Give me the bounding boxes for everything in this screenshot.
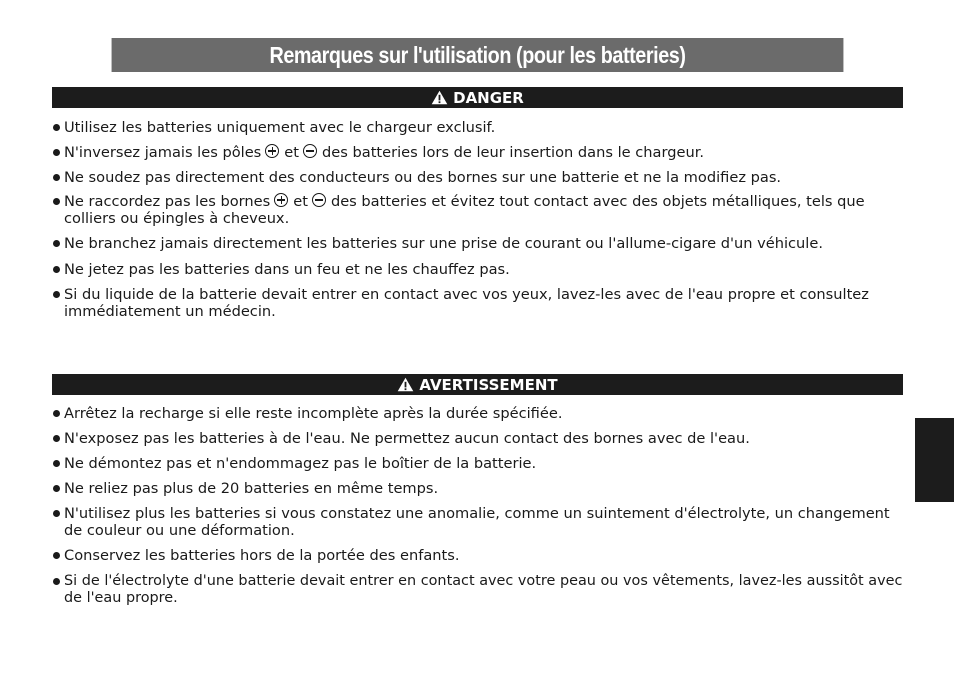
warning-triangle-icon xyxy=(397,377,414,392)
list-item: N'inversez jamais les pôles et des batteries lors de leur insertion dans le chargeur. xyxy=(52,144,704,161)
list-item: Ne raccordez pas les bornes et des batteries et évitez tout contact avec des objets métalliques, tels que colliers ou épingles à cheveux. xyxy=(52,193,865,227)
bullet-icon xyxy=(52,119,64,136)
bullet-icon xyxy=(52,573,64,590)
list-item: Ne soudez pas directement des conducteurs ou des bornes sur une batterie et ne la modifiez pas. xyxy=(52,169,781,186)
list-item: N'exposez pas les batteries à de l'eau. Ne permettez aucun contact des bornes avec de l'eau. xyxy=(52,430,750,447)
bullet-icon xyxy=(52,455,64,472)
list-item: Ne démontez pas et n'endommagez pas le boîtier de la batterie. xyxy=(52,455,536,472)
bullet-icon xyxy=(52,405,64,422)
avertissement-header-label: AVERTISSEMENT xyxy=(419,375,558,394)
list-item: Si de l'électrolyte d'une batterie devait entrer en contact avec votre peau ou vos vêtements, lavez-les aussitôt avec de l'eau propre. xyxy=(52,573,902,607)
bullet-icon xyxy=(52,193,64,210)
plus-pole-icon xyxy=(274,193,288,207)
list-item: N'utilisez plus les batteries si vous constatez une anomalie, comme un suintement d'électrolyte, un changement de couleur ou une déformation. xyxy=(52,505,890,539)
bullet-icon xyxy=(52,235,64,252)
list-item: Conservez les batteries hors de la portée des enfants. xyxy=(52,547,460,564)
list-item: Si du liquide de la batterie devait entrer en contact avec vos yeux, lavez-les avec de l'eau propre et consultez immédiatement un médecin. xyxy=(52,286,869,320)
bullet-icon xyxy=(52,261,64,278)
bullet-icon xyxy=(52,480,64,497)
bullet-icon xyxy=(52,505,64,522)
list-item: Arrêtez la recharge si elle reste incomplète après la durée spécifiée. xyxy=(52,405,562,422)
bullet-icon xyxy=(52,144,64,161)
bullet-icon xyxy=(52,547,64,564)
side-tab-marker xyxy=(915,418,954,502)
bullet-icon xyxy=(52,286,64,303)
bullet-icon xyxy=(52,430,64,447)
minus-pole-icon xyxy=(303,144,317,158)
warning-triangle-icon xyxy=(431,90,448,105)
danger-header-label: DANGER xyxy=(453,88,524,107)
list-item: Ne reliez pas plus de 20 batteries en même temps. xyxy=(52,480,438,497)
minus-pole-icon xyxy=(312,193,326,207)
page-title-bar xyxy=(112,38,844,72)
bullet-icon xyxy=(52,169,64,186)
page-title: Remarques sur l'utilisation (pour les batteries) xyxy=(269,41,686,68)
avertissement-header xyxy=(52,374,903,395)
list-item: Ne jetez pas les batteries dans un feu et ne les chauffez pas. xyxy=(52,261,510,278)
list-item: Utilisez les batteries uniquement avec le chargeur exclusif. xyxy=(52,119,495,136)
plus-pole-icon xyxy=(265,144,279,158)
danger-header xyxy=(52,87,903,108)
list-item: Ne branchez jamais directement les batteries sur une prise de courant ou l'allume-cigare d'un véhicule. xyxy=(52,235,823,252)
